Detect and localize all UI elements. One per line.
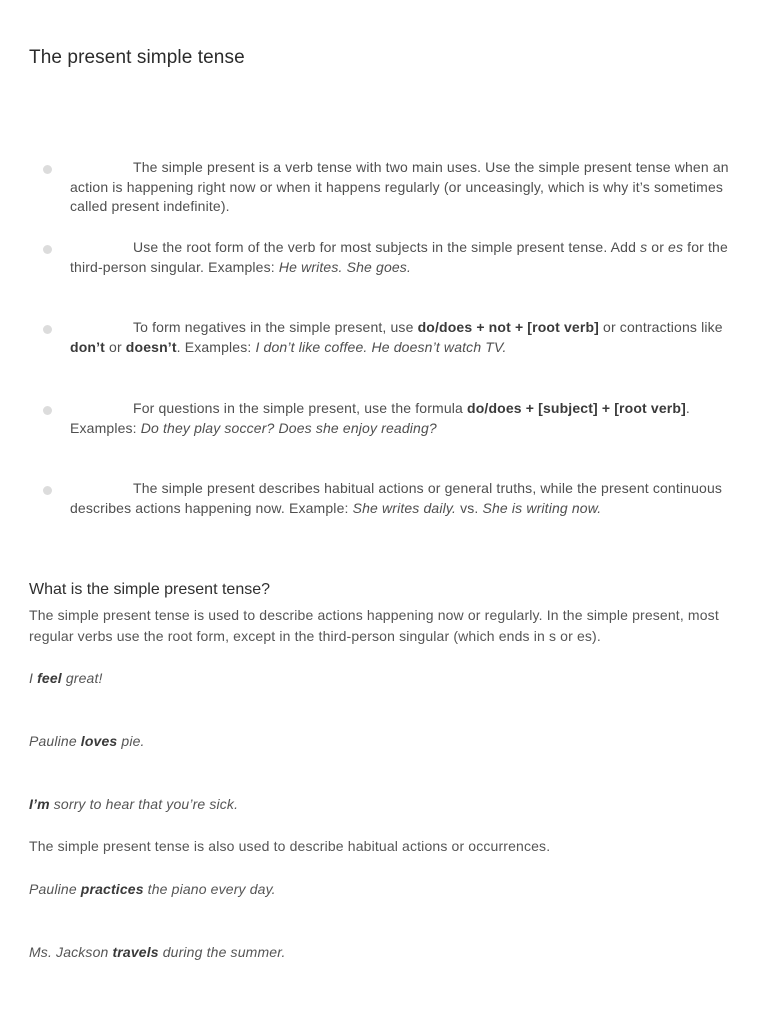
contraction: doesn’t <box>125 338 177 355</box>
bullet-dot-icon <box>43 406 52 415</box>
contraction: don’t <box>70 338 105 355</box>
bullet-text: The simple present is a verb tense with two main uses. Use the simple present tense when an action is happening right now or when it happens regularly (or unceasingly, which is why it’s sometimes called present indefinite). <box>70 159 729 214</box>
example-sentence: I’m sorry to hear that you’re sick. <box>29 796 239 812</box>
section-heading: What is the simple present tense? <box>29 581 271 598</box>
suffix-s: s <box>640 239 648 255</box>
bullet-text: or contractions like <box>598 319 723 335</box>
example-sentence: I feel great! <box>29 670 103 686</box>
bullet-examples: She is writing now. <box>482 499 602 516</box>
bullet-text: for the third-person singular. Examples: <box>70 239 728 275</box>
bullet-text: . Examples: <box>176 338 256 355</box>
bullet-text: For questions in the simple present, use the formula <box>133 400 468 416</box>
formula: do/does + not + [root verb] <box>417 319 599 335</box>
page-title: The present simple tense <box>29 47 245 68</box>
example-verb: feel <box>37 670 62 686</box>
bullet-dot-icon <box>43 325 52 334</box>
section-intro: The simple present tense is used to describe actions happening now or regularly. In the simple present, most regular verbs use the root form, except in the third-person singular (which ends in s or es). <box>29 607 719 644</box>
habitual-note: The simple present tense is also used to describe habitual actions or occurrences. <box>29 838 551 854</box>
bullet-text: Use the root form of the verb for most subjects in the simple present tense. Add <box>133 239 641 255</box>
suffix-es: es <box>668 239 684 255</box>
bullet-item <box>0 318 768 399</box>
bullet-examples: He writes. She goes. <box>278 258 411 275</box>
summary-bullet-list <box>0 158 768 518</box>
bullet-text: or <box>104 338 126 355</box>
bullet-examples: She writes daily. <box>352 499 457 516</box>
formula: do/does + [subject] + [root verb] <box>467 400 686 416</box>
example-verb: practices <box>80 881 144 897</box>
bullet-examples: Do they play soccer? Does she enjoy reading? <box>140 419 437 436</box>
bullet-dot-icon <box>43 245 52 254</box>
bullet-text: . Examples: <box>70 400 690 436</box>
example-verb: loves <box>80 733 118 749</box>
bullet-text: or <box>647 239 669 255</box>
bullet-item <box>0 238 768 318</box>
bullet-dot-icon <box>43 486 52 495</box>
bullet-text: The simple present describes habitual actions or general truths, while the present continuous describes actions happening now. Example: <box>70 480 723 516</box>
bullet-text: vs. <box>456 499 483 516</box>
example-verb: I’m <box>29 796 50 812</box>
example-sentence: Pauline loves pie. <box>29 733 145 749</box>
example-sentence: Pauline practices the piano every day. <box>29 881 276 897</box>
bullet-text: To form negatives in the simple present, use <box>133 319 418 335</box>
bullet-dot-icon <box>43 165 52 174</box>
bullet-item <box>0 479 768 518</box>
example-sentence: Ms. Jackson travels during the summer. <box>29 944 286 960</box>
bullet-item <box>0 158 768 238</box>
example-verb: travels <box>112 944 159 960</box>
bullet-examples: I don’t like coffee. He doesn’t watch TV. <box>255 338 507 355</box>
bullet-item <box>0 399 768 479</box>
